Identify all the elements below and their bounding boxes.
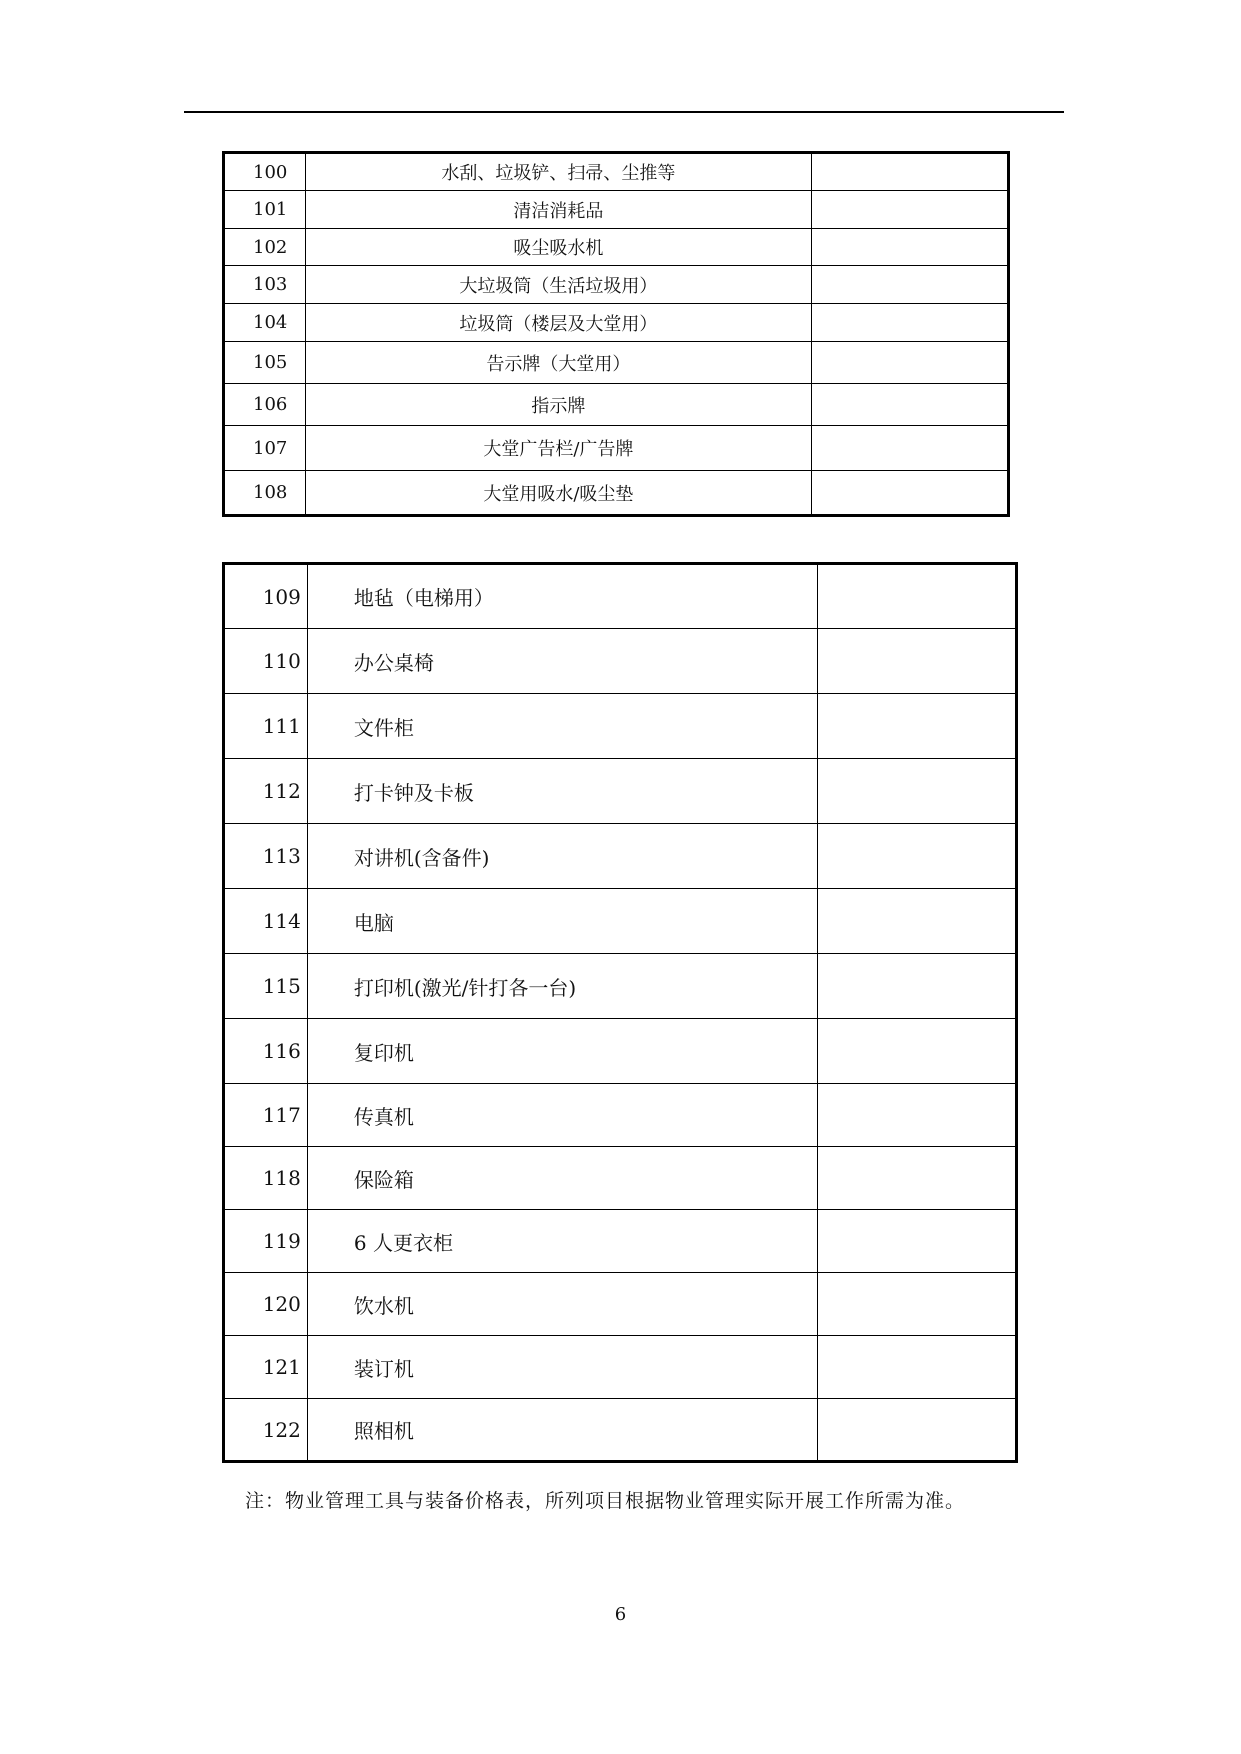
row-blank [811, 426, 1008, 471]
row-item: 指示牌 [305, 384, 811, 426]
table-row [224, 426, 1009, 471]
row-blank [817, 1147, 1016, 1210]
row-number: 120 [224, 1273, 308, 1336]
row-number: 105 [224, 342, 306, 384]
row-blank [811, 342, 1008, 384]
table-row [224, 564, 1017, 629]
table-row [224, 629, 1017, 694]
row-blank [817, 1084, 1016, 1147]
row-blank [817, 1336, 1016, 1399]
row-item: 告示牌（大堂用） [305, 342, 811, 384]
table-row [224, 1273, 1017, 1336]
row-item: 打印机(激光/针打各一台) [307, 954, 817, 1019]
row-blank [817, 954, 1016, 1019]
row-item: 对讲机(含备件) [307, 824, 817, 889]
row-number: 109 [224, 564, 308, 629]
table-row [224, 342, 1009, 384]
table-row [224, 471, 1009, 516]
row-item: 装订机 [307, 1336, 817, 1399]
table-row [224, 153, 1009, 191]
row-blank [817, 564, 1016, 629]
row-number: 114 [224, 889, 308, 954]
table-row [224, 384, 1009, 426]
row-blank [811, 304, 1008, 342]
table-row [224, 1147, 1017, 1210]
row-blank [817, 824, 1016, 889]
row-item: 大垃圾筒（生活垃圾用） [305, 266, 811, 304]
row-item: 清洁消耗品 [305, 191, 811, 229]
row-number: 102 [224, 229, 306, 266]
row-item: 6 人更衣柜 [307, 1210, 817, 1273]
row-number: 101 [224, 191, 306, 229]
row-blank [817, 889, 1016, 954]
row-number: 116 [224, 1019, 308, 1084]
equipment-table-2 [222, 562, 1018, 1463]
row-item: 打卡钟及卡板 [307, 759, 817, 824]
row-item: 水刮、垃圾铲、扫帚、尘推等 [305, 153, 811, 191]
table-row [224, 1399, 1017, 1462]
table-row [224, 1210, 1017, 1273]
page-number: 6 [614, 1604, 627, 1625]
row-blank [811, 191, 1008, 229]
row-item: 传真机 [307, 1084, 817, 1147]
row-item: 地毡（电梯用） [307, 564, 817, 629]
row-number: 108 [224, 471, 306, 516]
footnote: 注：物业管理工具与装备价格表，所列项目根据物业管理实际开展工作所需为准。 [245, 1490, 966, 1512]
row-number: 111 [224, 694, 308, 759]
row-blank [811, 229, 1008, 266]
row-blank [817, 1210, 1016, 1273]
row-number: 118 [224, 1147, 308, 1210]
row-number: 112 [224, 759, 308, 824]
row-number: 121 [224, 1336, 308, 1399]
row-blank [811, 471, 1008, 516]
row-item: 办公桌椅 [307, 629, 817, 694]
table-row [224, 191, 1009, 229]
row-item: 吸尘吸水机 [305, 229, 811, 266]
table-row [224, 266, 1009, 304]
row-item: 保险箱 [307, 1147, 817, 1210]
table-row [224, 954, 1017, 1019]
table-row [224, 229, 1009, 266]
table-row [224, 1019, 1017, 1084]
row-number: 107 [224, 426, 306, 471]
row-item: 文件柜 [307, 694, 817, 759]
row-number: 117 [224, 1084, 308, 1147]
row-item: 大堂用吸水/吸尘垫 [305, 471, 811, 516]
table-row [224, 304, 1009, 342]
row-blank [811, 384, 1008, 426]
table-row [224, 1084, 1017, 1147]
header-rule [184, 111, 1064, 113]
row-item: 垃圾筒（楼层及大堂用） [305, 304, 811, 342]
table-row [224, 694, 1017, 759]
row-number: 106 [224, 384, 306, 426]
row-blank [817, 1019, 1016, 1084]
table-row [224, 1336, 1017, 1399]
row-item: 大堂广告栏/广告牌 [305, 426, 811, 471]
row-number: 104 [224, 304, 306, 342]
row-blank [817, 1273, 1016, 1336]
row-item: 电脑 [307, 889, 817, 954]
row-blank [811, 266, 1008, 304]
row-blank [817, 694, 1016, 759]
row-blank [817, 759, 1016, 824]
row-number: 115 [224, 954, 308, 1019]
row-number: 103 [224, 266, 306, 304]
row-item: 照相机 [307, 1399, 817, 1462]
table-row [224, 824, 1017, 889]
table-row [224, 759, 1017, 824]
row-item: 饮水机 [307, 1273, 817, 1336]
equipment-table-1 [222, 151, 1010, 517]
row-item: 复印机 [307, 1019, 817, 1084]
table-row [224, 889, 1017, 954]
row-blank [817, 629, 1016, 694]
row-number: 119 [224, 1210, 308, 1273]
row-number: 122 [224, 1399, 308, 1462]
row-number: 110 [224, 629, 308, 694]
row-blank [811, 153, 1008, 191]
row-number: 113 [224, 824, 308, 889]
row-blank [817, 1399, 1016, 1462]
row-number: 100 [224, 153, 306, 191]
